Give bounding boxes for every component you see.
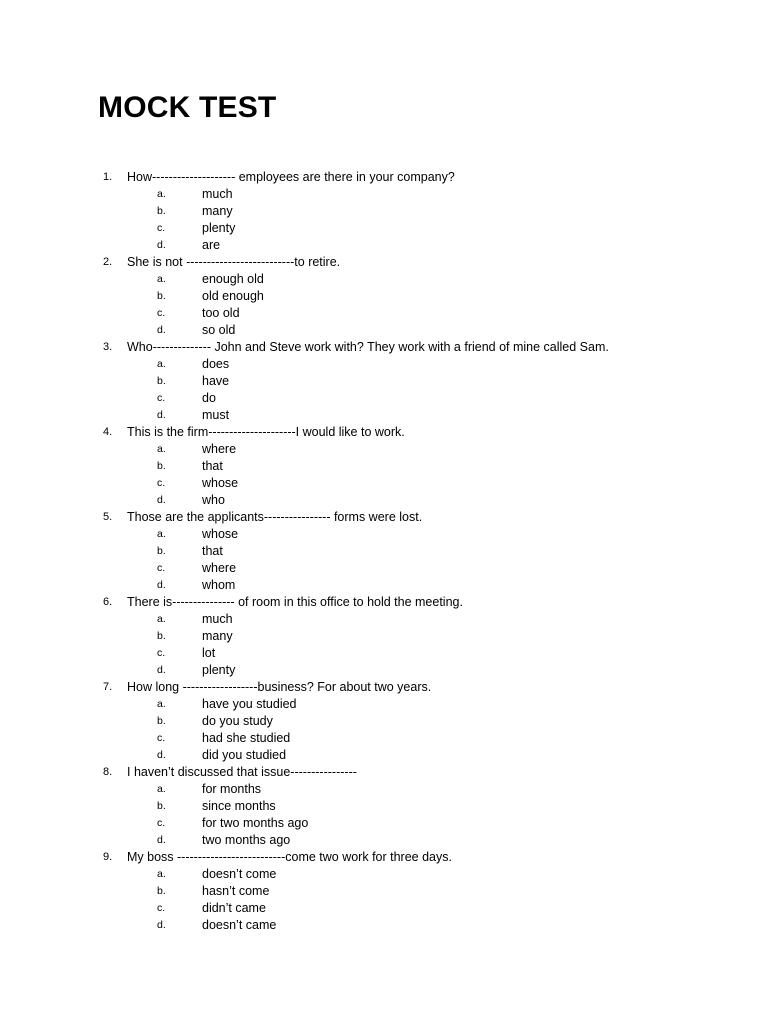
- option-text: much: [202, 187, 233, 201]
- option-letter: a.: [157, 358, 166, 370]
- option-letter: a.: [157, 273, 166, 285]
- option-text: too old: [202, 306, 240, 320]
- option-text: for two months ago: [202, 816, 309, 830]
- question-text: Those are the applicants---------------- forms were lost.: [127, 510, 423, 524]
- answer-option: [0, 798, 768, 815]
- answer-option: [0, 543, 768, 560]
- option-text: enough old: [202, 272, 264, 286]
- option-letter: d.: [157, 749, 166, 761]
- answer-option: [0, 917, 768, 934]
- answer-option: [0, 356, 768, 373]
- answer-option: [0, 458, 768, 475]
- answer-option: [0, 305, 768, 322]
- answer-option: [0, 645, 768, 662]
- question-text: This is the firm---------------------I would like to work.: [127, 425, 405, 439]
- answer-option: [0, 713, 768, 730]
- option-text: much: [202, 612, 233, 626]
- option-text: old enough: [202, 289, 264, 303]
- option-letter: b.: [157, 290, 166, 302]
- answer-option: [0, 560, 768, 577]
- option-text: do: [202, 391, 216, 405]
- option-letter: a.: [157, 868, 166, 880]
- answer-option: [0, 492, 768, 509]
- answer-option: [0, 883, 768, 900]
- option-letter: d.: [157, 919, 166, 931]
- question-item: [0, 509, 768, 526]
- answer-option: [0, 407, 768, 424]
- option-letter: c.: [157, 222, 166, 234]
- question-item: [0, 254, 768, 271]
- option-letter: c.: [157, 817, 166, 829]
- answer-option: [0, 696, 768, 713]
- answer-option: [0, 662, 768, 679]
- option-letter: a.: [157, 443, 166, 455]
- answer-option: [0, 441, 768, 458]
- option-letter: c.: [157, 562, 166, 574]
- question-item: [0, 594, 768, 611]
- question-item: [0, 339, 768, 356]
- option-text: whom: [202, 578, 236, 592]
- option-text: that: [202, 544, 223, 558]
- question-number: 7.: [103, 681, 113, 693]
- option-text: have you studied: [202, 697, 297, 711]
- question-text: She is not --------------------------to retire.: [127, 255, 341, 269]
- question-item: [0, 679, 768, 696]
- question-text: How long ------------------business? For about two years.: [127, 680, 432, 694]
- answer-option: [0, 322, 768, 339]
- answer-option: [0, 628, 768, 645]
- question-item: [0, 849, 768, 866]
- answer-option: [0, 611, 768, 628]
- answer-option: [0, 730, 768, 747]
- option-text: many: [202, 629, 233, 643]
- option-letter: c.: [157, 732, 166, 744]
- answer-option: [0, 237, 768, 254]
- option-text: lot: [202, 646, 216, 660]
- answer-option: [0, 203, 768, 220]
- question-number: 2.: [103, 256, 113, 268]
- option-text: where: [202, 561, 237, 575]
- answer-option: [0, 271, 768, 288]
- question-text: My boss --------------------------come two work for three days.: [127, 850, 452, 864]
- option-text: do you study: [202, 714, 273, 728]
- option-letter: d.: [157, 324, 166, 336]
- option-text: plenty: [202, 221, 236, 235]
- option-text: have: [202, 374, 230, 388]
- answer-option: [0, 288, 768, 305]
- answer-option: [0, 390, 768, 407]
- question-text: There is--------------- of room in this office to hold the meeting.: [127, 595, 463, 609]
- option-text: so old: [202, 323, 236, 337]
- option-letter: b.: [157, 375, 166, 387]
- option-letter: c.: [157, 307, 166, 319]
- option-letter: a.: [157, 783, 166, 795]
- question-number: 1.: [103, 171, 113, 183]
- option-letter: d.: [157, 579, 166, 591]
- option-text: for months: [202, 782, 262, 796]
- option-text: whose: [202, 527, 239, 541]
- question-number: 4.: [103, 426, 113, 438]
- question-number: 8.: [103, 766, 113, 778]
- option-text: must: [202, 408, 230, 422]
- question-text: I haven’t discussed that issue----------------: [127, 765, 357, 779]
- question-item: [0, 169, 768, 186]
- answer-option: [0, 220, 768, 237]
- option-text: where: [202, 442, 237, 456]
- option-letter: b.: [157, 715, 166, 727]
- question-number: 9.: [103, 851, 113, 863]
- question-number: 3.: [103, 341, 113, 353]
- option-letter: c.: [157, 477, 166, 489]
- page-title: MOCK TEST: [98, 91, 277, 124]
- answer-option: [0, 577, 768, 594]
- option-letter: c.: [157, 647, 166, 659]
- option-letter: b.: [157, 800, 166, 812]
- option-letter: c.: [157, 902, 166, 914]
- answer-option: [0, 832, 768, 849]
- option-letter: d.: [157, 494, 166, 506]
- option-letter: a.: [157, 613, 166, 625]
- option-text: that: [202, 459, 223, 473]
- question-text: Who-------------- John and Steve work with? They work with a friend of mine called Sam.: [127, 340, 609, 354]
- answer-option: [0, 866, 768, 883]
- option-text: many: [202, 204, 233, 218]
- question-item: [0, 764, 768, 781]
- option-text: are: [202, 238, 221, 252]
- option-letter: c.: [157, 392, 166, 404]
- option-letter: b.: [157, 460, 166, 472]
- option-text: plenty: [202, 663, 236, 677]
- option-letter: d.: [157, 239, 166, 251]
- answer-option: [0, 900, 768, 917]
- option-letter: b.: [157, 205, 166, 217]
- answer-option: [0, 781, 768, 798]
- option-text: did you studied: [202, 748, 287, 762]
- answer-option: [0, 815, 768, 832]
- option-text: had she studied: [202, 731, 291, 745]
- option-text: does: [202, 357, 230, 371]
- option-text: whose: [202, 476, 239, 490]
- option-text: since months: [202, 799, 276, 813]
- option-letter: b.: [157, 545, 166, 557]
- option-text: two months ago: [202, 833, 291, 847]
- answer-option: [0, 373, 768, 390]
- option-text: didn’t came: [202, 901, 266, 915]
- option-text: doesn’t come: [202, 867, 277, 881]
- question-number: 6.: [103, 596, 113, 608]
- question-item: [0, 424, 768, 441]
- answer-option: [0, 747, 768, 764]
- option-letter: d.: [157, 409, 166, 421]
- answer-option: [0, 526, 768, 543]
- option-letter: a.: [157, 188, 166, 200]
- option-letter: d.: [157, 834, 166, 846]
- answer-option: [0, 475, 768, 492]
- option-text: who: [202, 493, 225, 507]
- question-number: 5.: [103, 511, 113, 523]
- option-text: hasn’t come: [202, 884, 270, 898]
- answer-option: [0, 186, 768, 203]
- option-letter: b.: [157, 885, 166, 897]
- question-text: How-------------------- employees are there in your company?: [127, 170, 455, 184]
- option-letter: d.: [157, 664, 166, 676]
- question-list: [0, 169, 768, 934]
- option-text: doesn’t came: [202, 918, 277, 932]
- option-letter: a.: [157, 698, 166, 710]
- option-letter: a.: [157, 528, 166, 540]
- option-letter: b.: [157, 630, 166, 642]
